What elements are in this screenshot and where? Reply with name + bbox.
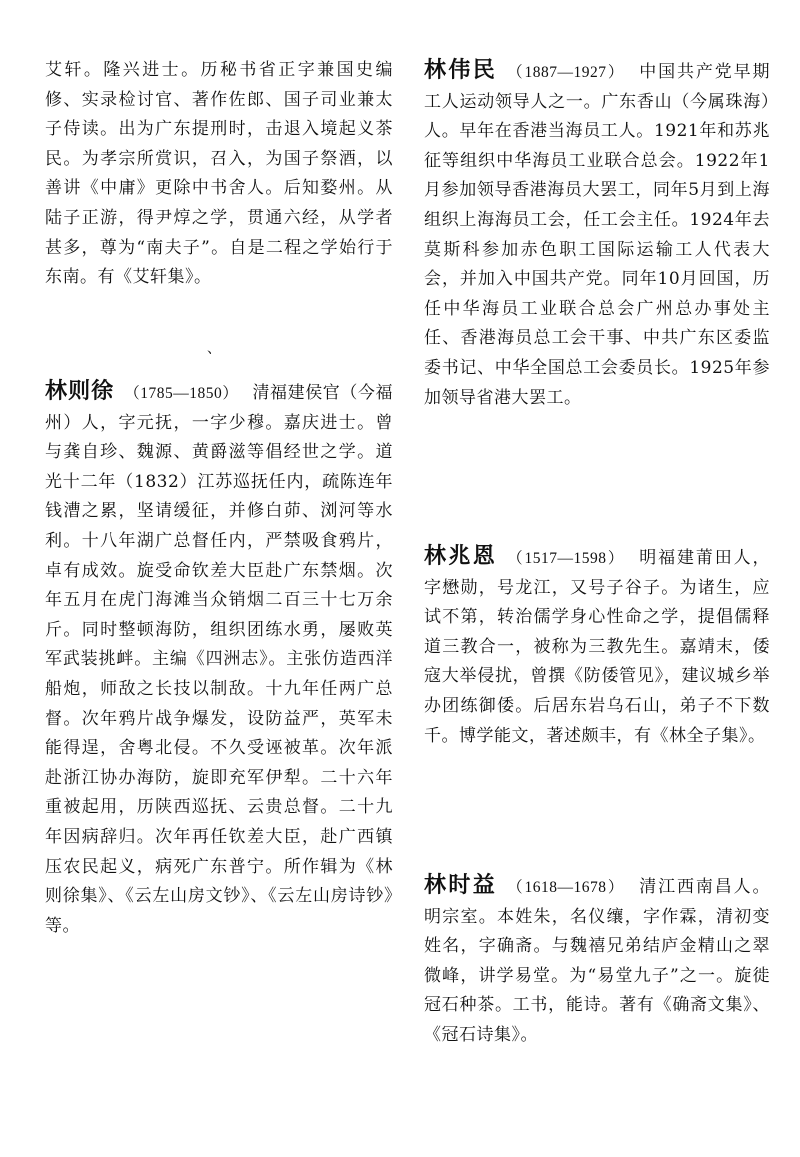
entry-text: 清福建侯官（今福州）人，字元抚，一字少穆。嘉庆进士。曾与龚自珍、魏源、黄爵滋等倡经世之学。道光十二年（1832）江苏巡抚任内，疏陈连年钱漕之累，坚请缓征，并修白茆、浏河等水利。十八年湖广总督任内，严禁吸食鸦片，卓有成效。旋受命钦差大臣赴广东禁烟。次年五月在虎门海滩当众销烟二百三十七万余斤。同时整顿海防，组织团练水勇，屡败英军武装挑衅。主编《四洲志》。主张仿造西洋船炮，师敌之长技以制敌。十九年任两广总督。次年鸦片战争爆发，设防益严，英军未能得逞，舍粤北侵。不久受诬被革。次年派赴浙江协办海防，旋即充军伊犁。二十六年重被起用，历陕西巡抚、云贵总督。二十九年因病辞归。次年再任钦差大臣，赴广西镇压农民起义，病死广东普宁。所作辑为《林则徐集》、《云左山房文钞》、《云左山房诗钞》等。: [45, 383, 393, 936]
entry-lin-zhaoen: [424, 542, 770, 751]
entry-lin-zexu: [45, 377, 393, 941]
entry-years: （1517—1598）: [507, 550, 626, 567]
entry-text: 清江西南昌人。明宗室。本姓朱，名仪𬙋，字作霖，清初变姓名，字确斋。与魏禧兄弟结庐金精山之翠微峰，讲学易堂。为“易堂九子”之一。旋徙冠石种茶。工书，能诗。著有《确斋文集》、《冠石诗集》。: [424, 877, 770, 1045]
entry-lin-shiyi: [424, 871, 770, 1051]
entry-name: 林时益: [424, 872, 498, 898]
entry-text: 明福建莆田人，字懋勋，号龙江，又号子谷子。为诸生，应试不第，转治儒学身心性命之学，提倡儒释道三教合一，被称为三教先生。嘉靖末，倭寇大举侵扰，曾撰《防倭管见》，建议城乡举办团练御倭。后居东岩乌石山，弟子不下数千。博学能文，著述颇丰，有《林全子集》。: [424, 548, 770, 746]
entry-years: （1785—1850）: [124, 385, 239, 402]
stray-mark: 、: [207, 341, 221, 357]
entry-years: （1887—1927）: [507, 64, 626, 81]
entry-years: （1618—1678）: [507, 879, 626, 896]
entry-name: 林则徐: [45, 378, 115, 404]
entry-text: 中国共产党早期工人运动领导人之一。广东香山（今属珠海）人。早年在香港当海员工人。1921年和苏兆征等组织中华海员工业联合总会。1922年1月参加领导香港海员大罢工，同年5月到上海组织上海海员工会，任工会主任。1924年去莫斯科参加赤色职工国际运输工人代表大会，并加入中国共产党。同年10月回国，历任中华海员工业联合总会广州总办事处主任、香港海员总工会干事、中共广东区委监委书记、中华全国总工会委员长。1925年参加领导省港大罢工。: [424, 62, 770, 408]
entry-lin-weimin: [424, 56, 770, 413]
entry-name: 林兆恩: [424, 543, 498, 569]
entry-name: 林伟民: [424, 57, 498, 83]
continuation-paragraph: 艾轩。隆兴进士。历秘书省正字兼国史编修、实录检讨官、著作佐郎、国子司业兼太子侍读。出为广东提刑时，击退入境起义茶民。为孝宗所赏识，召入，为国子祭酒，以善讲《中庸》更除中书舍人。后知婺州。从陆子正游，得尹焞之学，贯通六经，从学者甚多，尊为“南夫子”。自是二程之学始行于东南。有《艾轩集》。: [45, 60, 393, 288]
